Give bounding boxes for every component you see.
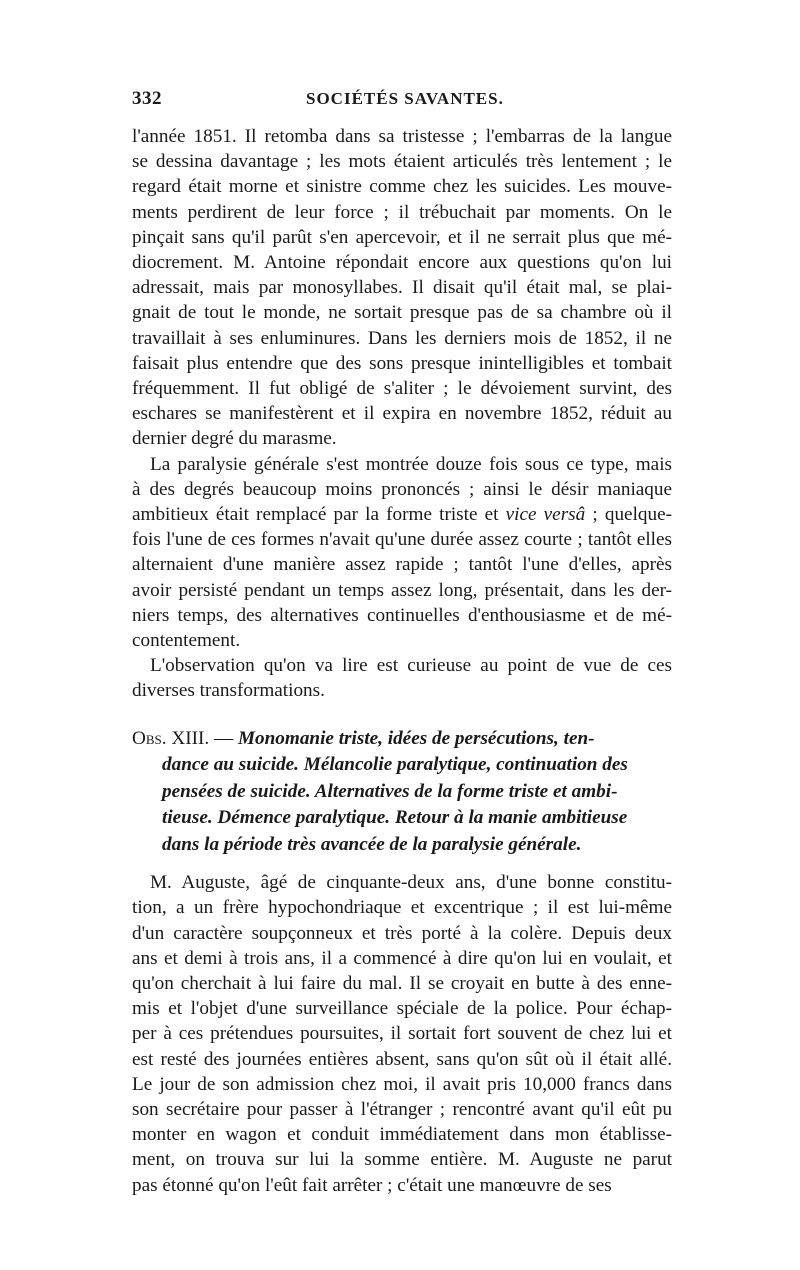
page-header [132,88,672,124]
observation-title-text: pensées de suicide. Alternatives de la forme triste et ambi- [162,780,618,802]
text-line: dernier degré du marasme. [132,428,337,450]
text-line: monter en wagon et conduit immédiatement dans mon établisse- [132,1124,672,1146]
page-number: 332 [132,88,162,109]
book-page [132,88,672,1198]
text-line: ment, on trouva sur lui la somme entière. M. Auguste ne parut [132,1149,672,1171]
text-line: son secrétaire pour passer à l'étranger ; rencontré avant qu'il eût pu [132,1099,672,1120]
paragraph-observation-intro [132,653,672,703]
observation-title-text: dans la période très avancée de la paralysie générale. [162,833,582,855]
text-line: alternaient d'une manière assez rapide ; tantôt l'une d'elles, après [132,554,672,576]
text-line: est resté des journées entières absent, sans qu'on sût où il était allé. [132,1048,672,1070]
text-line: ambitieux était remplacé par la forme triste et vice versâ ; quelque- [132,504,672,526]
text-line: regard était morne et sinistre comme chez les suicides. Les mouve- [132,176,672,198]
observation-title-line [132,805,672,832]
text-line: contentement. [132,630,241,652]
text-line: à des degrés beaucoup moins prononcés ; ainsi le désir maniaque [132,478,672,500]
text-line: niers temps, des alternatives continuelles d'enthousiasme et de mé- [132,604,672,626]
text-line: M. Auguste, âgé de cinquante-deux ans, d'une bonne constitu- [150,872,672,894]
observation-title-text: dance au suicide. Mélancolie paralytique, continuation des [162,754,628,776]
observation-label: Obs. XIII. — [132,727,234,749]
italic-phrase: vice versâ [505,504,586,526]
paragraph-case-continuation [132,124,672,452]
obs-abbrev: Obs. [132,727,167,749]
observation-title-line [132,752,672,779]
observation-title-line [132,779,672,806]
text-line: fois l'une de ces formes n'avait qu'une durée assez courte ; tantôt elles [132,529,672,551]
text-line: fréquemment. Il fut obligé de s'aliter ; le dévoiement survint, des [132,378,672,400]
text-line: pinçait sans qu'il parût s'en apercevoir, et il ne serrait plus que mé- [132,226,672,248]
text-line: Le jour de son admission chez moi, il avait pris 10,000 francs dans [132,1073,672,1095]
text-line: eschares se manifestèrent et il expira en novembre 1852, réduit au [132,403,672,425]
text-line: gnait de tout le monde, ne sortait presque pas de sa chambre où il [132,302,672,324]
text-line: qu'on cherchait à lui faire du mal. Il se croyait en butte à des enne- [132,972,672,994]
text-line: l'année 1851. Il retomba dans sa tristesse ; l'embarras de la langue [132,126,672,147]
text-line: pas étonné qu'on l'eût fait arrêter ; c'était une manœuvre de ses [132,1174,612,1196]
text-line: mis et l'objet d'une surveillance spéciale de la police. Pour échap- [132,998,672,1020]
text-line: La paralysie générale s'est montrée douze fois sous ce type, mais [150,453,672,475]
text-line: diverses transformations. [132,680,325,702]
text-line: adressait, mais par monosyllabes. Il disait qu'il était mal, se plai- [132,277,672,299]
running-title: SOCIÉTÉS SAVANTES. [306,89,504,108]
text-line: ments perdirent de leur force ; il trébuchait par moments. On le [132,201,672,223]
text-line: se dessina davantage ; les mots étaient articulés très lentement ; le [132,151,672,173]
text-line: diocrement. M. Antoine répondait encore aux questions qu'on lui [132,252,672,274]
text-line: d'un caractère soupçonneux et très porté à la colère. Depuis deux [132,922,672,944]
text-line: L'observation qu'on va lire est curieuse au point de vue de ces [150,655,672,677]
observation-title-line [132,832,672,859]
text-line: avoir persisté pendant un temps assez long, présentait, dans les der- [132,579,672,601]
text-line: ans et demi à trois ans, il a commencé à dire qu'on lui en voulait, et [132,947,672,969]
paragraph-case-auguste [132,870,672,1198]
text-line: per à ces prétendues poursuites, il sortait fort souvent de chez lui et [132,1023,672,1045]
observation-heading-line [132,726,672,753]
paragraph-general-paralysis [132,452,672,654]
text-line: tion, a un frère hypochondriaque et excentrique ; il est lui-même [132,897,672,919]
text-line: faisait plus entendre que des sons presque inintelligibles et tombait [132,352,672,374]
observation-title-text: tieuse. Démence paralytique. Retour à la manie ambitieuse [162,807,628,829]
text-line: travaillait à ses enluminures. Dans les derniers mois de 1852, il ne [132,327,672,349]
observation-title-line: Monomanie triste, idées de persécutions, ten- [237,727,595,749]
observation-heading [132,726,672,859]
